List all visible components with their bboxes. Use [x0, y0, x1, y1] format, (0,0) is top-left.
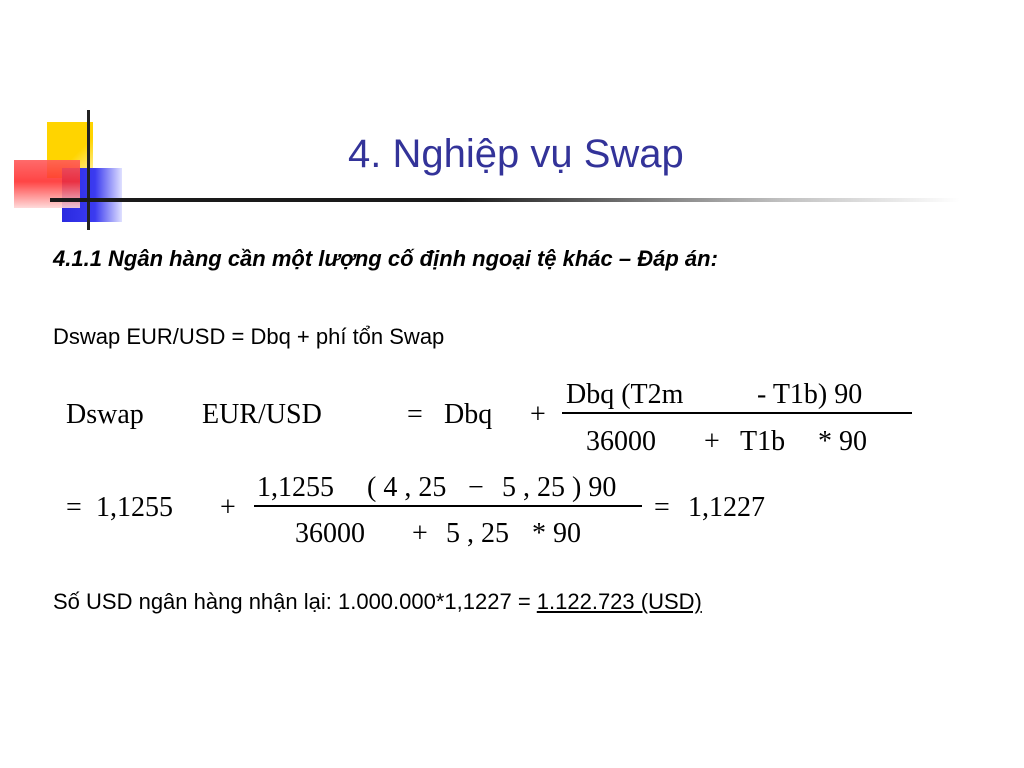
formula2-numerator-b: ( 4 , 25 — [367, 472, 447, 503]
result-prefix: Số USD ngân hàng nhận lại: 1.000.000*1,1227 = — [53, 589, 537, 614]
formula2-denominator-b: 5 , 25 — [446, 518, 509, 549]
result-answer: 1.122.723 (USD) — [536, 589, 702, 614]
formula2-result: 1,1227 — [688, 492, 765, 523]
formula2-denominator-plus: + — [412, 518, 428, 549]
formula1-denominator-b: T1b — [740, 426, 786, 457]
formula1-equals: = — [407, 399, 423, 430]
formula2-numerator-a: 1,1255 — [257, 472, 334, 503]
formula1-fraction-bar — [562, 412, 912, 414]
formula2-denominator-c: * 90 — [532, 518, 581, 549]
formula2-plus: + — [220, 492, 236, 523]
logo-vertical-line — [87, 110, 90, 230]
formula2-equals-result: = — [654, 492, 670, 523]
formula1-numerator-b: - T1b) 90 — [757, 379, 863, 410]
formula2-term: 1,1255 — [96, 492, 173, 523]
formula2-denominator-a: 36000 — [295, 518, 365, 549]
formula1-denominator-a: 36000 — [586, 426, 656, 457]
formula2-fraction-bar — [254, 505, 642, 507]
formula1-lhs-dswap: Dswap — [66, 399, 144, 430]
section-heading: 4.1.1 Ngân hàng cần một lượng cố định ngoại tệ khác – Đáp án: — [53, 246, 718, 271]
formula1-dbq: Dbq — [444, 399, 493, 430]
slide-title: 4. Nghiệp vụ Swap — [348, 132, 684, 176]
formula2-numerator-c: 5 , 25 ) 90 — [502, 472, 617, 503]
formula1-plus: + — [530, 399, 546, 430]
formula-definition: Dswap EUR/USD = Dbq + phí tổn Swap — [53, 324, 445, 349]
formula2-numerator-minus: − — [468, 472, 484, 503]
title-divider — [50, 198, 960, 202]
formula2-equals: = — [66, 492, 82, 523]
result-line — [53, 589, 702, 615]
formula1-numerator-a: Dbq (T2m — [566, 379, 684, 410]
formula1-denominator-c: * 90 — [818, 426, 867, 457]
formula1-denominator-plus: + — [704, 426, 720, 457]
formula1-lhs-pair: EUR/USD — [202, 399, 322, 430]
